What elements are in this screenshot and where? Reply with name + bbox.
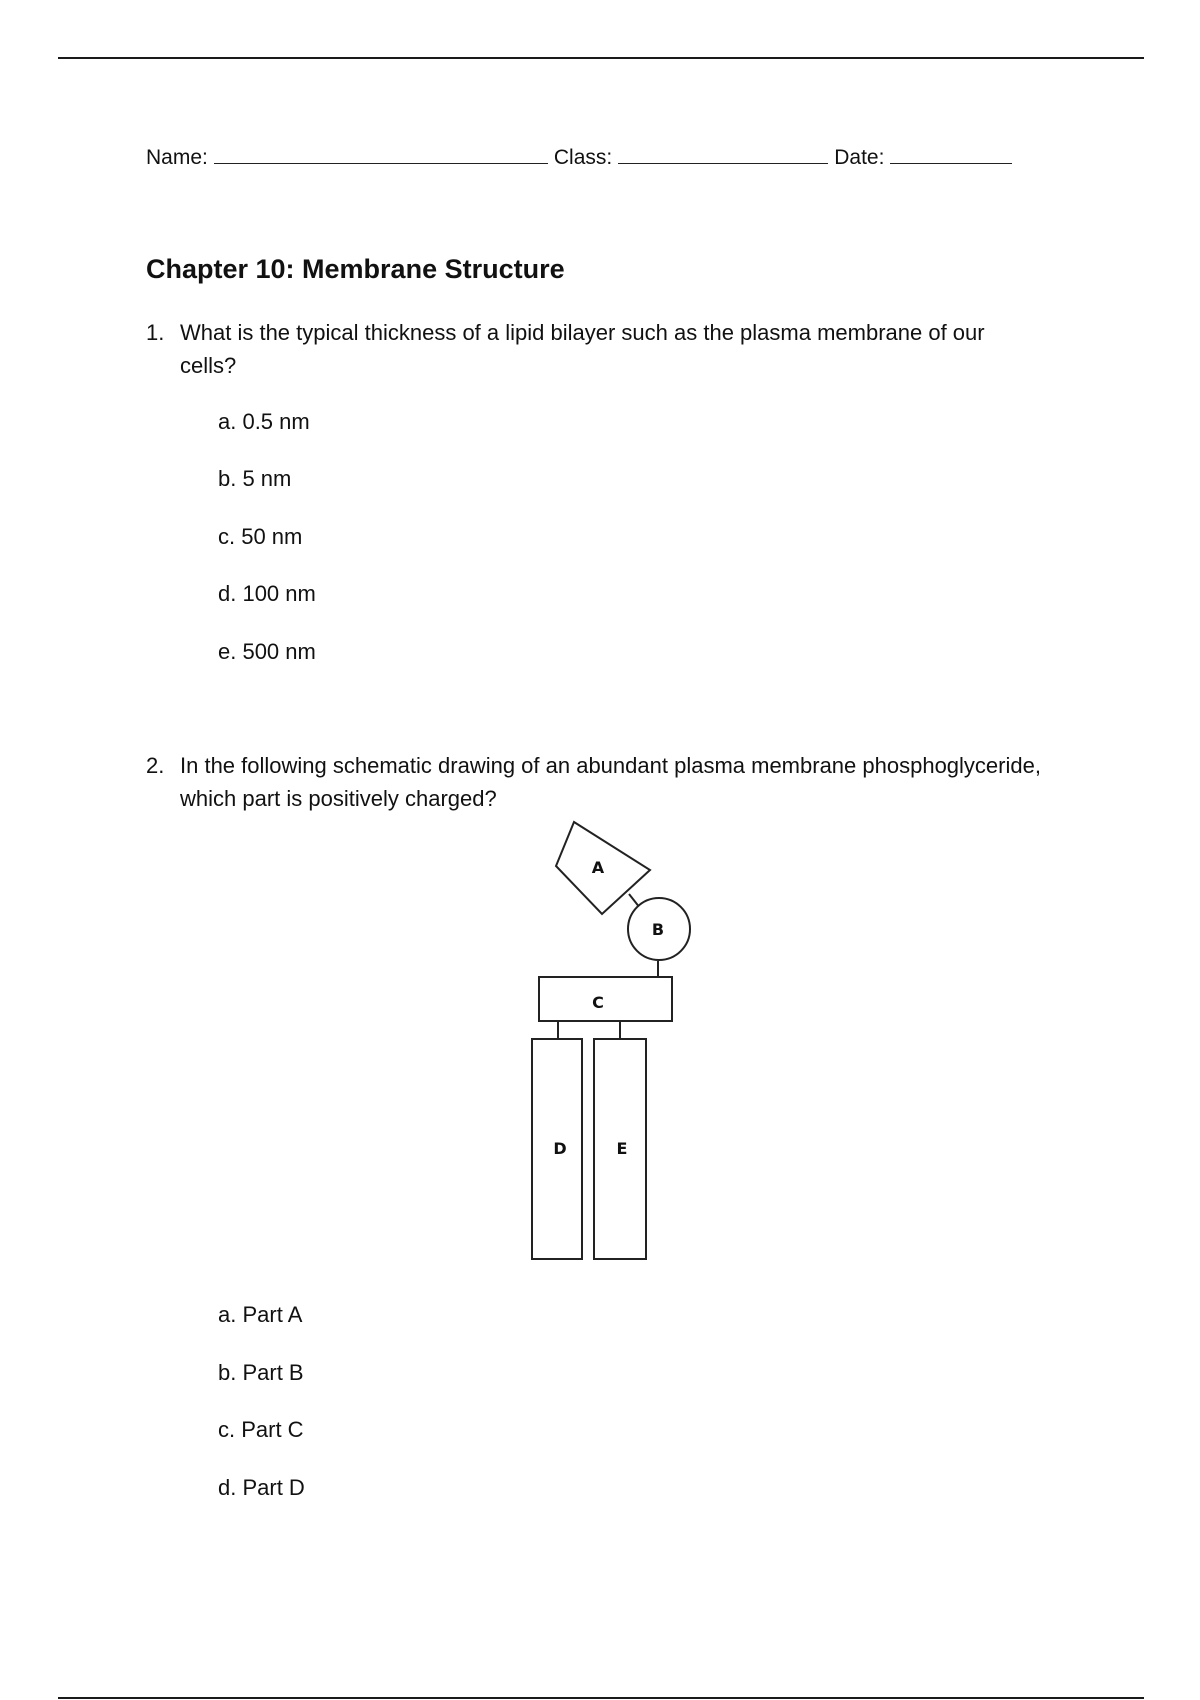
question-text: What is the typical thickness of a lipid bilayer such as the plasma membrane of our cells? [180,320,985,378]
q1-option-b: b. 5 nm [218,466,292,491]
chapter-title: Chapter 10: Membrane Structure [146,254,565,284]
part-c-label: C [592,993,604,1012]
student-info-line [146,145,1012,171]
question-text: In the following schematic drawing of an abundant plasma membrane phosphoglyceride, which part is positively charged? [180,753,1041,811]
q2-option-a: a. Part A [218,1302,303,1327]
date-blank [890,145,1012,164]
question-number: 1. [146,320,165,345]
name-label: Name: [146,146,208,169]
part-d-label: D [553,1139,567,1158]
q2-option-d: d. Part D [218,1475,305,1500]
bottom-rule [58,1697,1144,1699]
class-label: Class: [553,146,613,169]
question-number: 2. [146,753,165,778]
part-b-label: B [651,920,665,939]
phosphoglyceride-diagram [520,818,710,1264]
q1-option-c: c. 50 nm [218,524,303,549]
part-e-label: E [616,1139,628,1158]
name-blank [214,145,548,164]
q1-option-e: e. 500 nm [218,639,316,664]
q2-option-c: c. Part C [218,1417,304,1442]
q1-option-a: a. 0.5 nm [218,409,310,434]
q2-option-b: b. Part B [218,1360,304,1385]
question-1 [146,316,1046,382]
part-a-label: A [591,858,605,877]
question-2 [146,749,1046,815]
part-c-shape [539,977,672,1021]
q1-option-d: d. 100 nm [218,581,316,606]
top-rule [58,57,1144,59]
class-blank [618,145,828,164]
date-label: Date: [834,146,885,169]
